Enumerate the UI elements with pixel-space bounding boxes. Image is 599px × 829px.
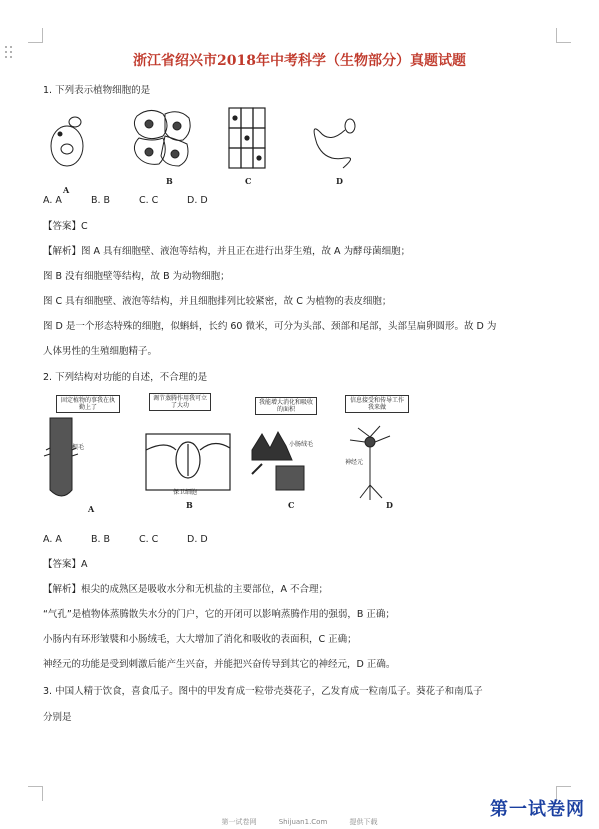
question-1-analysis-line: 人体男性的生殖细胞精子。 xyxy=(43,346,158,357)
question-2-analysis-line: “气孔”是植物体蒸腾散失水分的门户，它的开闭可以影响蒸腾作用的强弱，B 正确； xyxy=(43,609,395,620)
question-2-analysis-line: 神经元的功能是受到刺激后能产生兴奋，并能把兴奋传导到其它的神经元，D 正确。 xyxy=(43,659,396,670)
footer-site-url[interactable]: Shijuan1.Com xyxy=(278,818,328,826)
question-1-figure xyxy=(45,104,365,184)
page-footer xyxy=(0,817,599,827)
question-3-stem-line: 3. 中国人精于饮食，喜食瓜子。图中的甲发育成一粒带壳葵花子，乙发育成一粒南瓜子。葵花子和南瓜子 xyxy=(43,686,483,697)
speech-bubble: 固定植物的事我在执勤上了 xyxy=(56,395,120,413)
sperm-cell-drawing xyxy=(314,119,355,168)
question-1-options xyxy=(43,195,235,207)
question-1-analysis-line: 【解析】图 A 具有细胞壁、液泡等结构，并且正在进行出芽生殖，故 A 为酵母菌细胞； xyxy=(43,246,411,257)
question-1-stem: 1. 下列表示植物细胞的是 xyxy=(43,85,151,96)
structure-label: 小肠绒毛 xyxy=(289,441,314,448)
question-1-answer: 【答案】C xyxy=(43,221,88,232)
question-2-analysis-line: 【解析】根尖的成熟区是吸收水分和无机盐的主要部位，A 不合理； xyxy=(43,584,329,595)
page-corner-mark xyxy=(556,28,571,43)
figure-label: B xyxy=(166,176,173,186)
structure-label: 神经元 xyxy=(345,459,364,466)
root-tip-drawing xyxy=(44,418,78,496)
figure-label: A xyxy=(63,185,70,195)
speech-bubble: 调节蒸腾作用我可立了大功 xyxy=(149,393,211,411)
structure-label: 保卫细胞 xyxy=(173,489,198,496)
question-2-stem: 2. 下列结构对功能的自述，不合理的是 xyxy=(43,372,208,383)
animal-cells-drawing xyxy=(134,110,190,166)
site-logo: 第一试卷网 xyxy=(490,799,585,820)
question-2-answer: 【答案】A xyxy=(43,559,88,570)
page-title: 浙江省绍兴市2018年中考科学（生物部分）真题试题 xyxy=(133,53,466,69)
option-d[interactable]: D. D xyxy=(187,534,208,545)
speech-bubble: 我能增大消化和吸收的面积 xyxy=(255,397,317,415)
yeast-cell-drawing xyxy=(51,117,83,166)
page-corner-mark xyxy=(28,786,43,801)
question-1-analysis-line: 图 D 是一个形态特殊的细胞，似蝌蚪，长约 60 微米，可分为头部、颈部和尾部，头部呈扁卵圆形。故 D 为 xyxy=(43,321,497,332)
plant-cells-drawing xyxy=(229,108,265,168)
option-a[interactable]: A. A xyxy=(43,195,62,206)
question-2-options xyxy=(43,534,235,546)
question-1-analysis-line: 图 B 没有细胞壁等结构，故 B 为动物细胞； xyxy=(43,271,230,282)
question-1-analysis-line: 图 C 具有细胞壁、液泡等结构，并且细胞排列比较紧密，故 C 为植物的表皮细胞； xyxy=(43,296,392,307)
figure-label: C xyxy=(288,500,295,510)
figure-label: C xyxy=(245,176,252,186)
footer-download-text: 提供下载 xyxy=(349,818,378,826)
option-c[interactable]: C. C xyxy=(139,195,159,206)
figure-label: D xyxy=(386,500,393,510)
option-d[interactable]: D. D xyxy=(187,195,208,206)
page-corner-mark xyxy=(28,28,43,43)
figure-label: B xyxy=(186,500,193,510)
question-3-stem-line: 分别是 xyxy=(43,712,72,723)
option-b[interactable]: B. B xyxy=(91,534,111,545)
figure-label: A xyxy=(88,504,95,514)
option-a[interactable]: A. A xyxy=(43,534,62,545)
option-b[interactable]: B. B xyxy=(91,195,111,206)
question-2-analysis-line: 小肠内有环形皱襞和小肠绒毛，大大增加了消化和吸收的表面积，C 正确； xyxy=(43,634,357,645)
structure-label: 根毛 xyxy=(72,444,85,451)
option-c[interactable]: C. C xyxy=(139,534,159,545)
footer-site-name: 第一试卷网 xyxy=(221,818,257,826)
stomata-drawing xyxy=(146,434,230,490)
speech-bubble: 信息接受和传导工作我来做 xyxy=(345,395,409,413)
figure-label: D xyxy=(336,176,343,186)
